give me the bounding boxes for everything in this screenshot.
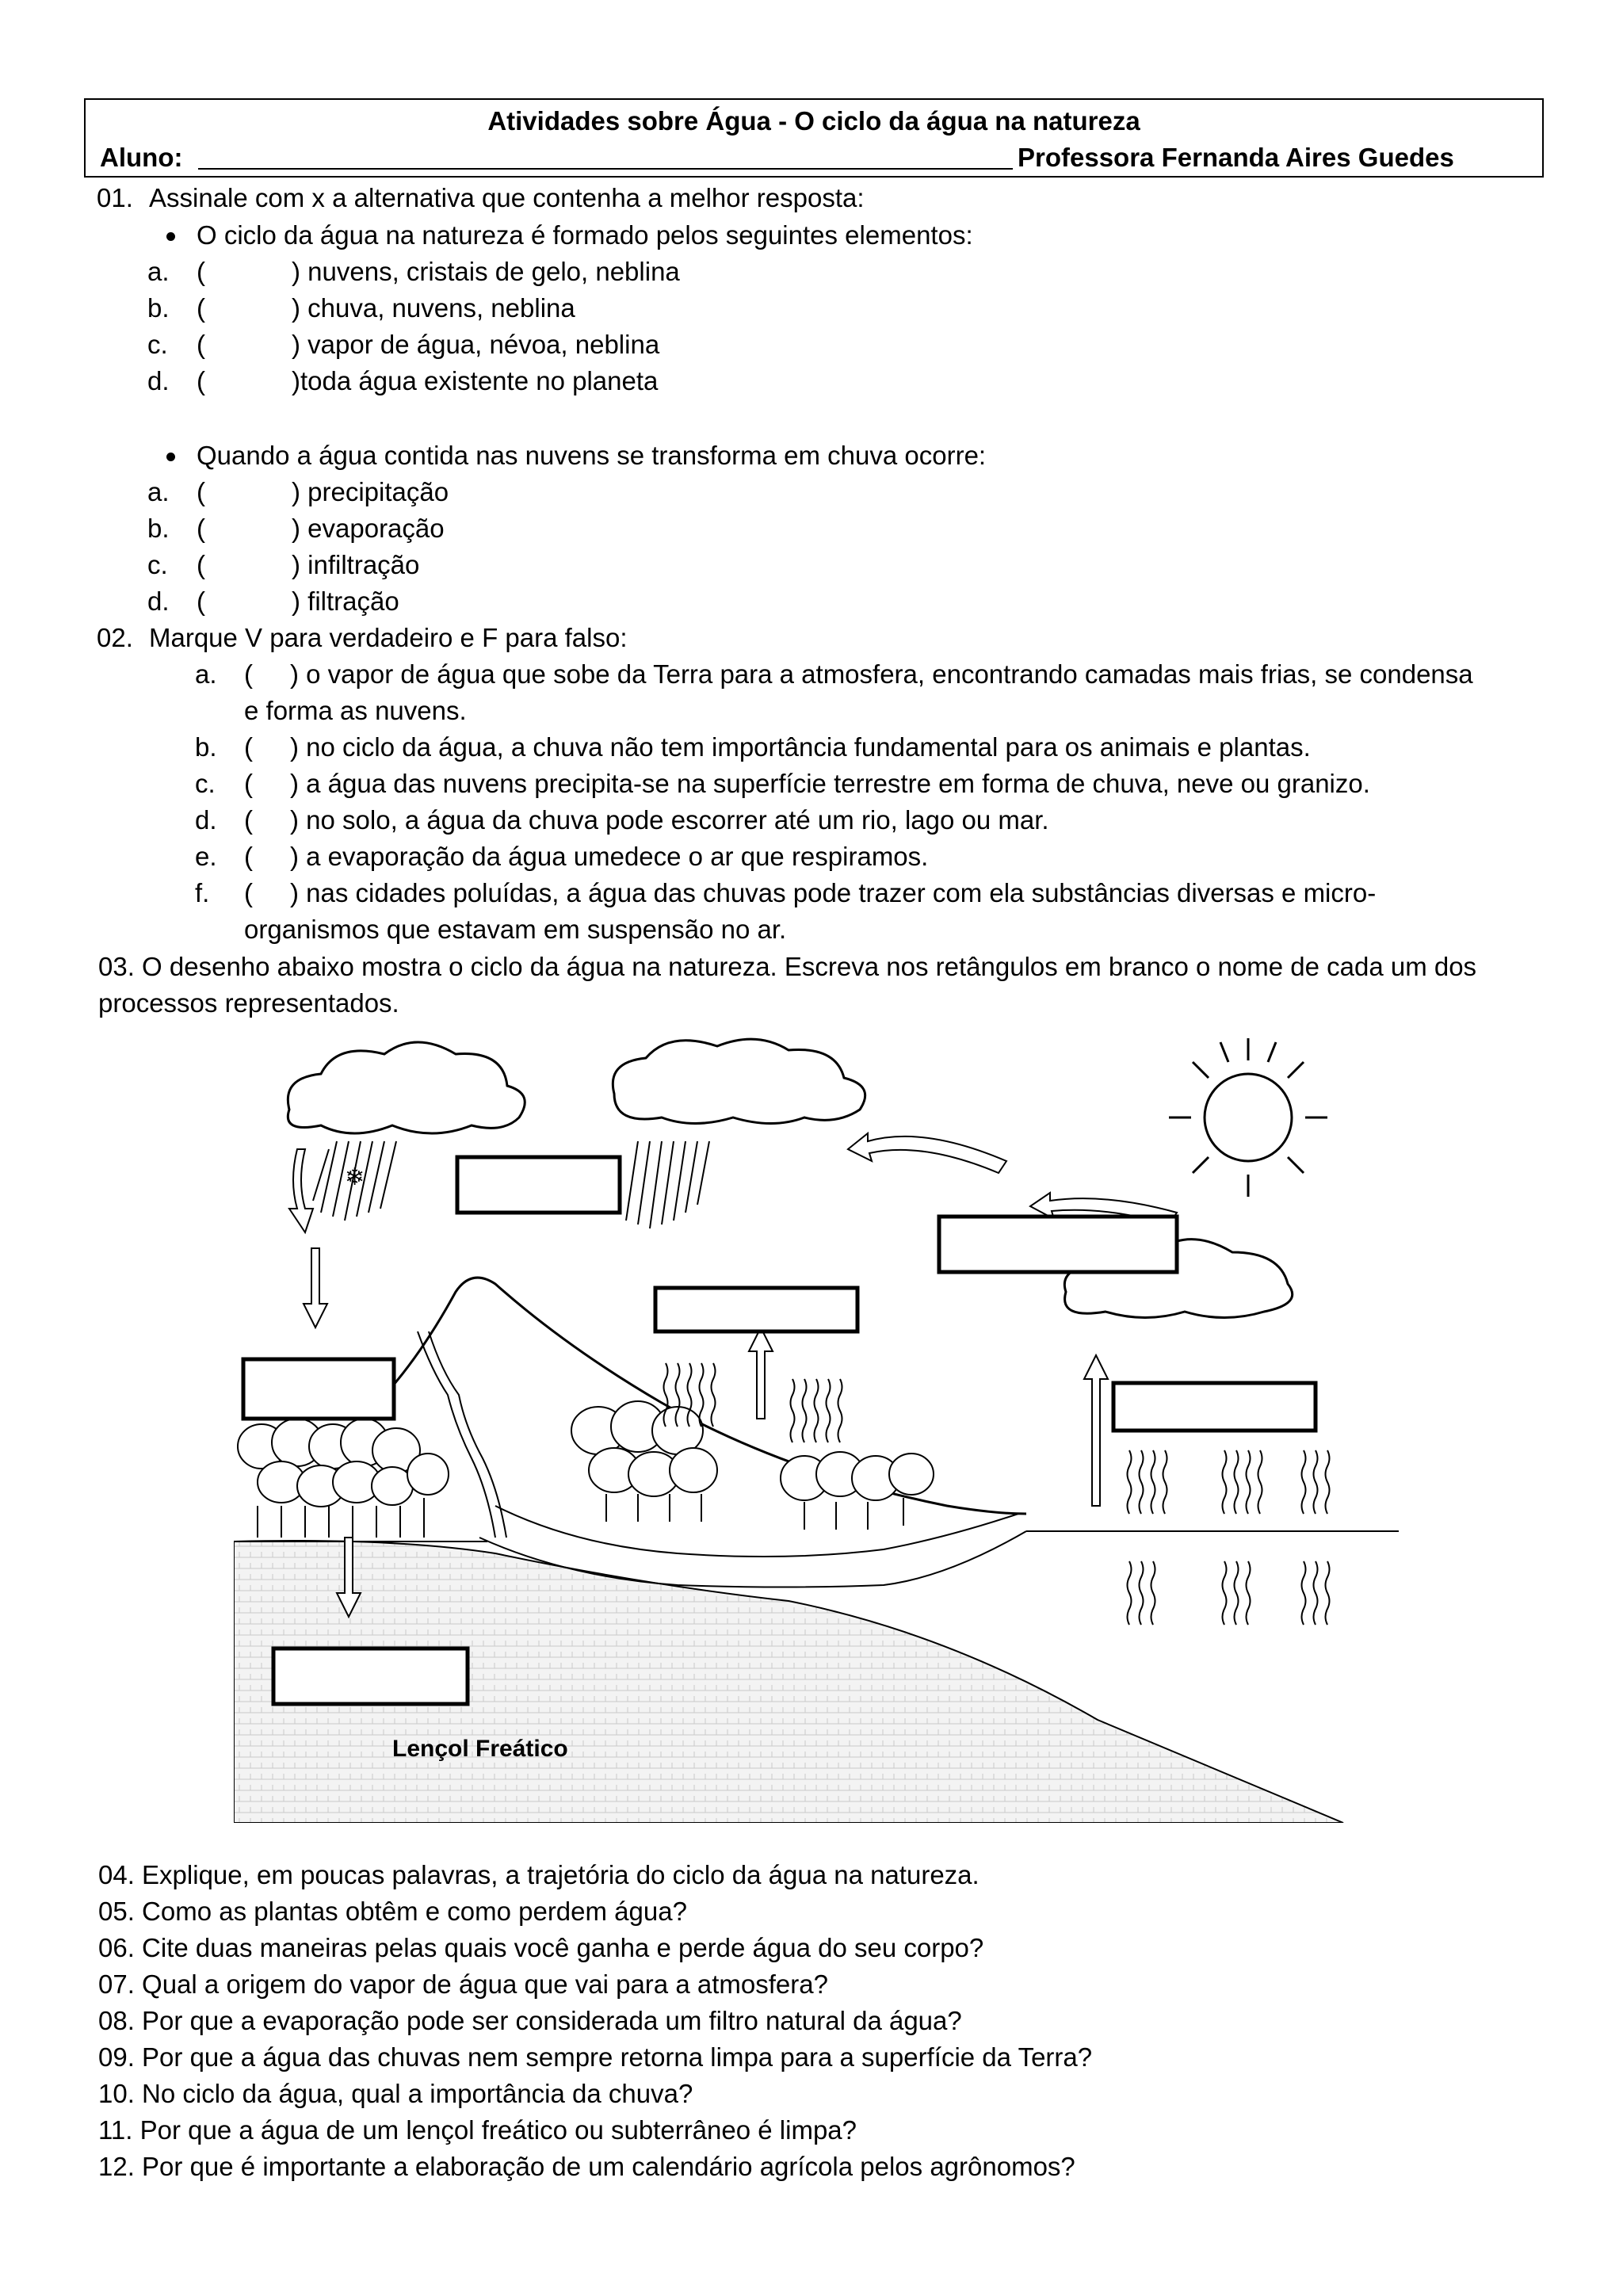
option-letter: b. (147, 293, 170, 323)
trees-left (238, 1419, 449, 1538)
arrow-up-icon (1084, 1355, 1108, 1506)
bullet-dot (166, 453, 175, 461)
option-text: ) evaporação (292, 514, 445, 543)
item-checkbox[interactable]: ( (244, 659, 253, 689)
option-letter: c. (147, 330, 168, 359)
item-text: ) a evaporação da água umedece o ar que respiramos. (290, 842, 929, 871)
answer-box-transpiration[interactable] (655, 1288, 857, 1331)
item-checkbox[interactable]: ( (244, 769, 253, 798)
question-item: 07. Qual a origem do vapor de água que vai para a atmosfera? (98, 1969, 828, 1999)
option-checkbox[interactable]: ( (197, 514, 205, 543)
option-text: ) chuva, nuvens, neblina (292, 293, 575, 323)
question-item: 04. Explique, em poucas palavras, a trajetória do ciclo da água na natureza. (98, 1860, 980, 1889)
q01-bullet2-text: Quando a água contida nas nuvens se transforma em chuva ocorre: (197, 441, 987, 470)
snowflake-icon: ❄ (345, 1163, 365, 1191)
item-text: ) a água das nuvens precipita-se na superfície terrestre em forma de chuva, neve ou granizo. (290, 769, 1370, 798)
q03-text-line1: 03. O desenho abaixo mostra o ciclo da água na natureza. Escreva nos retângulos em branco o nome de cada um dos (98, 952, 1477, 981)
arrow-down-icon (289, 1149, 313, 1232)
cloud-middle (613, 1039, 865, 1123)
question-item: 06. Cite duas maneiras pelas quais você ganha e perde água do seu corpo? (98, 1933, 984, 1962)
item-checkbox[interactable]: ( (244, 878, 253, 907)
option-text: ) nuvens, cristais de gelo, neblina (292, 257, 680, 286)
option-checkbox[interactable]: ( (197, 586, 205, 616)
item-letter: d. (195, 805, 217, 835)
header-box (84, 98, 1544, 178)
option-checkbox[interactable]: ( (197, 330, 205, 359)
option-checkbox[interactable]: ( (197, 257, 205, 286)
groundwater-label: Lençol Freático (392, 1736, 568, 1762)
answer-box-infiltration[interactable] (273, 1648, 468, 1704)
option-letter: b. (147, 514, 170, 543)
option-letter: a. (147, 477, 170, 506)
question-item: 10. No ciclo da água, qual a importância da chuva? (98, 2079, 693, 2108)
trees-middle (571, 1401, 934, 1530)
q01-bullet1-text: O ciclo da água na natureza é formado pelos seguintes elementos: (197, 220, 973, 250)
arrow-down-icon (304, 1248, 327, 1328)
option-text: )toda água existente no planeta (292, 366, 659, 395)
item-text: ) no ciclo da água, a chuva não tem importância fundamental para os animais e plantas. (290, 732, 1311, 762)
option-letter: d. (147, 586, 170, 616)
sun-icon (1169, 1038, 1327, 1197)
arrows (289, 1133, 1177, 1617)
item-checkbox[interactable]: ( (244, 805, 253, 835)
item-text-cont: organismos que estavam em suspensão no ar. (244, 915, 787, 944)
student-name-label: Aluno: (100, 143, 183, 172)
answer-box-evaporation[interactable] (1113, 1383, 1316, 1431)
question-item: 05. Como as plantas obtêm e como perdem água? (98, 1897, 687, 1926)
option-text: ) filtração (292, 586, 399, 616)
option-checkbox[interactable]: ( (197, 550, 205, 579)
teacher-name: Professora Fernanda Aires Guedes (1018, 143, 1454, 172)
answer-box-condensation[interactable] (939, 1217, 1177, 1272)
question-item: 11. Por que a água de um lençol freático ou subterrâneo é limpa? (98, 2115, 857, 2145)
rain-middle (626, 1141, 709, 1228)
item-text: ) nas cidades poluídas, a água das chuvas pode trazer com ela substâncias diversas e micro- (290, 878, 1377, 907)
answer-box-precipitation[interactable] (457, 1157, 620, 1213)
item-checkbox[interactable]: ( (244, 842, 253, 871)
q01-number: 01. (97, 183, 133, 212)
student-name-field[interactable] (198, 168, 1013, 170)
cloud-left (288, 1042, 525, 1133)
worksheet-title: Atividades sobre Água - O ciclo da água na natureza (487, 106, 1140, 136)
option-letter: a. (147, 257, 170, 286)
item-letter: b. (195, 732, 217, 762)
item-text: ) o vapor de água que sobe da Terra para a atmosfera, encontrando camadas mais frias, se condensa (290, 659, 1473, 689)
item-letter: f. (195, 878, 210, 907)
option-letter: d. (147, 366, 170, 395)
bullet-dot (166, 232, 175, 241)
water-cycle-diagram (234, 1030, 1403, 1823)
item-text: ) no solo, a água da chuva pode escorrer até um rio, lago ou mar. (290, 805, 1049, 835)
answer-box-runoff[interactable] (243, 1359, 394, 1419)
water-cycle-illustration (234, 1030, 1403, 1823)
question-item: 12. Por que é importante a elaboração de um calendário agrícola pelos agrônomos? (98, 2152, 1075, 2181)
option-letter: c. (147, 550, 168, 579)
q03-text-line2: processos representados. (98, 988, 399, 1018)
q02-number: 02. (97, 623, 133, 652)
arrow-left-icon (848, 1133, 1006, 1173)
option-text: ) vapor de água, névoa, neblina (292, 330, 660, 359)
item-letter: c. (195, 769, 216, 798)
question-item: 09. Por que a água das chuvas nem sempre retorna limpa para a superfície da Terra? (98, 2042, 1093, 2072)
item-checkbox[interactable]: ( (244, 732, 253, 762)
question-item: 08. Por que a evaporação pode ser considerada um filtro natural da água? (98, 2006, 962, 2035)
arrow-up-icon (749, 1328, 773, 1419)
option-checkbox[interactable]: ( (197, 293, 205, 323)
option-checkbox[interactable]: ( (197, 366, 205, 395)
item-text-cont: e forma as nuvens. (244, 696, 467, 725)
option-text: ) infiltração (292, 550, 420, 579)
q01-text: Assinale com x a alternativa que contenha a melhor resposta: (149, 183, 865, 212)
option-checkbox[interactable]: ( (197, 477, 205, 506)
q02-text: Marque V para verdadeiro e F para falso: (149, 623, 628, 652)
item-letter: a. (195, 659, 217, 689)
item-letter: e. (195, 842, 217, 871)
option-text: ) precipitação (292, 477, 449, 506)
